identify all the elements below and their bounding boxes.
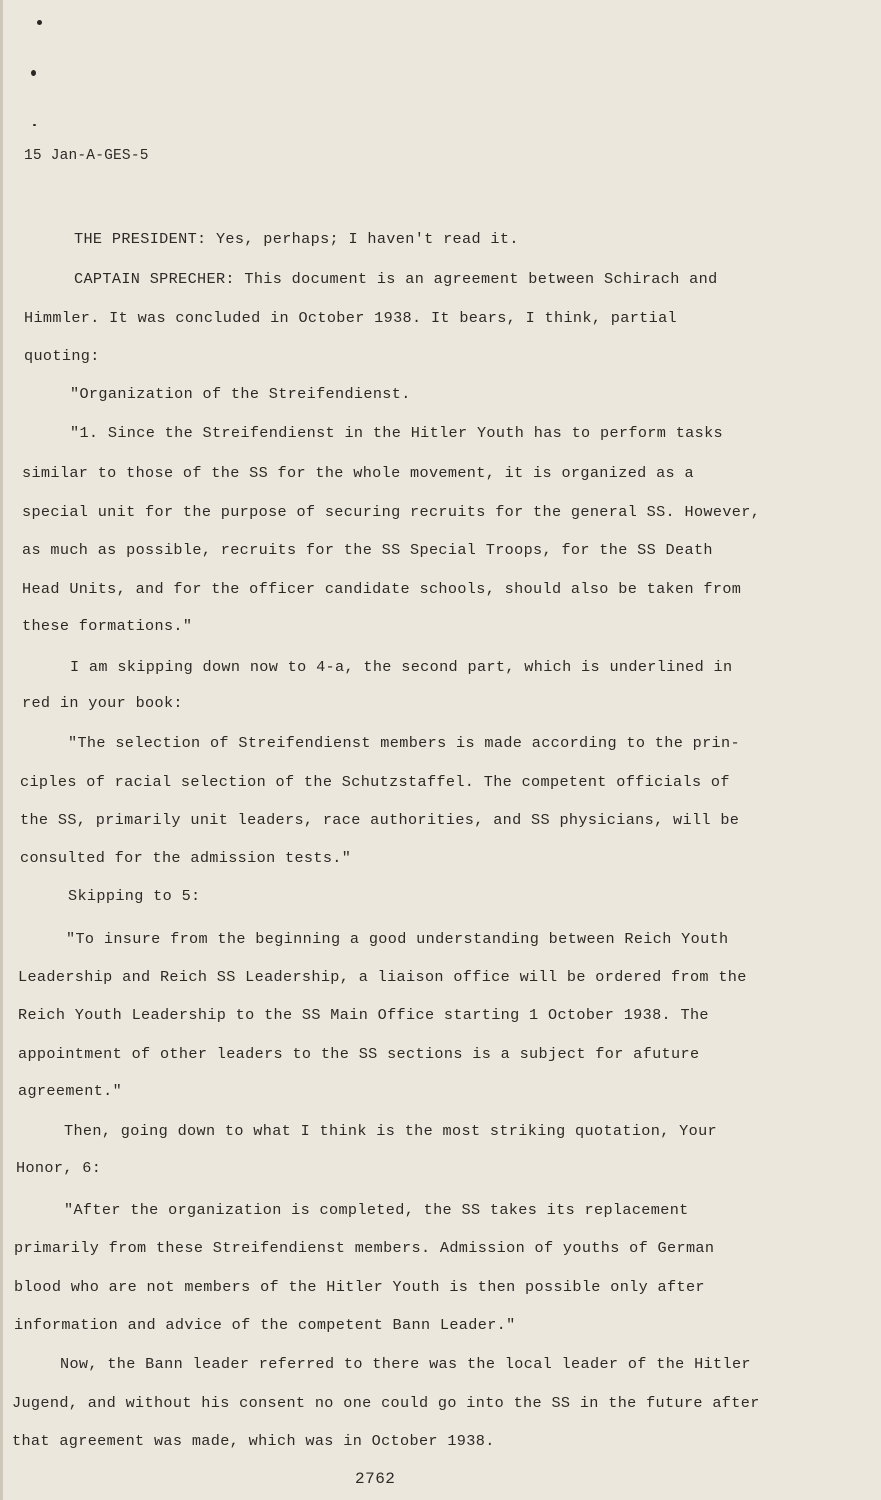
text-line: Then, going down to what I think is the most striking quotation, Your [64, 1122, 718, 1140]
text-line: I am skipping down now to 4-a, the second part, which is underlined in [70, 658, 733, 676]
text-line: Skipping to 5: [68, 887, 201, 905]
punch-mark [31, 70, 36, 76]
text-line: "To insure from the beginning a good understanding between Reich Youth [66, 930, 729, 948]
text-line: THE PRESIDENT: Yes, perhaps; I haven't read it. [74, 230, 519, 248]
punch-mark [33, 124, 36, 126]
document-id: 15 Jan-A-GES-5 [24, 148, 149, 164]
text-line: Now, the Bann leader referred to there was the local leader of the Hitler [60, 1355, 751, 1373]
text-line: blood who are not members of the Hitler Youth is then possible only after [14, 1278, 705, 1296]
punch-mark [37, 20, 42, 25]
page-number: 2762 [355, 1470, 396, 1488]
text-line: quoting: [24, 347, 100, 365]
text-line: agreement." [18, 1082, 123, 1100]
text-line: similar to those of the SS for the whole movement, it is organized as a [22, 464, 694, 482]
text-line: appointment of other leaders to the SS sections is a subject for afuture [18, 1045, 700, 1063]
text-line: Head Units, and for the officer candidate schools, should also be taken from [22, 580, 742, 598]
text-line: ciples of racial selection of the Schutzstaffel. The competent officials of [20, 773, 730, 791]
text-line: Reich Youth Leadership to the SS Main Office starting 1 October 1938. The [18, 1006, 709, 1024]
text-line: red in your book: [22, 694, 183, 712]
page-edge [0, 0, 3, 1500]
text-line: the SS, primarily unit leaders, race authorities, and SS physicians, will be [20, 811, 740, 829]
text-line: information and advice of the competent Bann Leader." [14, 1316, 516, 1334]
text-line: Leadership and Reich SS Leadership, a liaison office will be ordered from the [18, 968, 747, 986]
text-line: "After the organization is completed, the SS takes its replacement [64, 1201, 689, 1219]
text-line: "The selection of Streifendienst members is made according to the prin- [68, 734, 740, 752]
text-line: Himmler. It was concluded in October 1938. It bears, I think, partial [24, 309, 678, 327]
text-line: special unit for the purpose of securing recruits for the general SS. However, [22, 503, 761, 521]
text-line: as much as possible, recruits for the SS Special Troops, for the SS Death [22, 541, 713, 559]
text-line: CAPTAIN SPRECHER: This document is an agreement between Schirach and [74, 270, 718, 288]
text-line: these formations." [22, 617, 193, 635]
text-line: Honor, 6: [16, 1159, 102, 1177]
text-line: primarily from these Streifendienst members. Admission of youths of German [14, 1239, 715, 1257]
text-line: that agreement was made, which was in October 1938. [12, 1432, 495, 1450]
text-line: consulted for the admission tests." [20, 849, 352, 867]
text-line: "Organization of the Streifendienst. [70, 385, 411, 403]
text-line: Jugend, and without his consent no one could go into the SS in the future after [12, 1394, 760, 1412]
text-line: "1. Since the Streifendienst in the Hitler Youth has to perform tasks [70, 424, 724, 442]
